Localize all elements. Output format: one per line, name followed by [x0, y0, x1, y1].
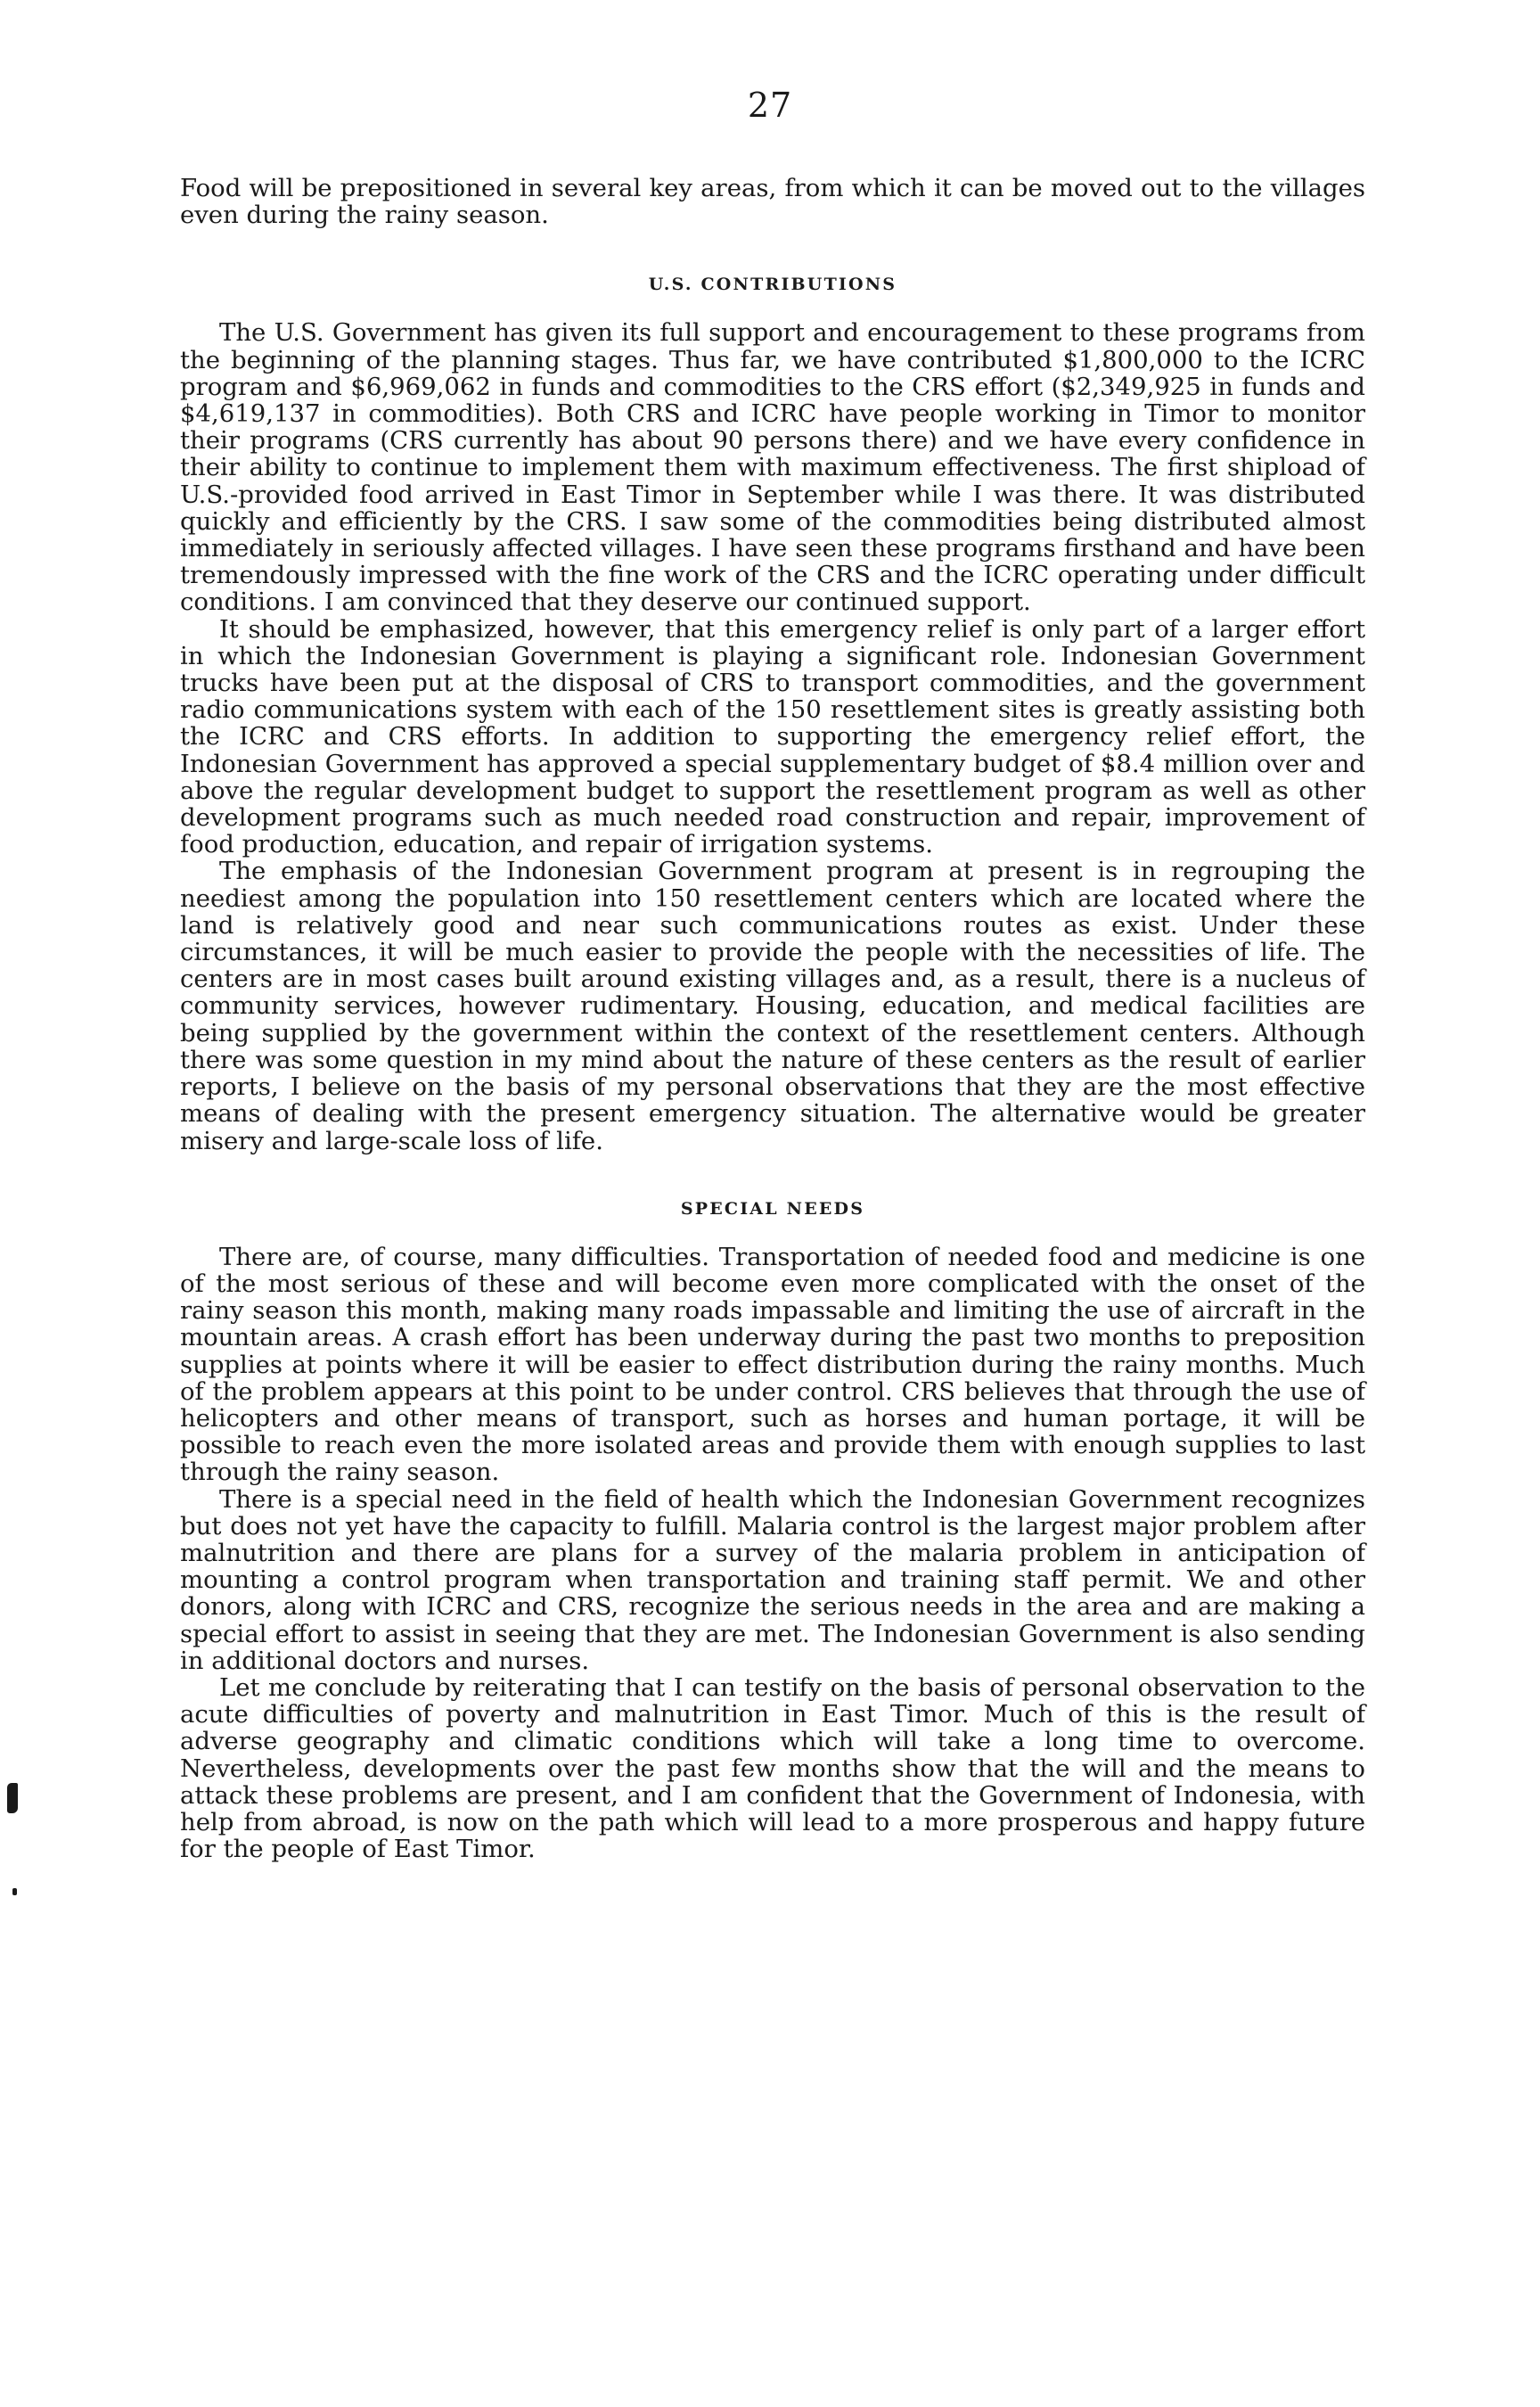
intro-paragraph: Food will be prepositioned in several key areas, from which it can be moved out to the villages even during the rainy season.	[180, 174, 1365, 230]
us-contributions-paragraph-3: The emphasis of the Indonesian Government program at present is in regrouping the neediest among the population into 150 resettlement centers which are located where the land is relatively good and near such communications routes as exist. Under these circumstances, it will be much easier to provide the people with the necessities of life. The centers are in most cases built around existing villages and, as a result, there is a nucleus of community services, however rudimentary. Housing, education, and medical facilities are being supplied by the government within the context of the resettlement centers. Although there was some question in my mind about the nature of these centers as the result of earlier reports, I believe on the basis of my personal observations that they are the most effective means of dealing with the present emergency situation. The alternative would be greater misery and large-scale loss of life.	[180, 857, 1365, 1155]
body-text	[180, 175, 1365, 1862]
scan-margin-dot	[12, 1888, 17, 1895]
us-contributions-paragraph-2: It should be emphasized, however, that this emergency relief is only part of a larger effort in which the Indonesian Government is playing a significant role. Indonesian Government trucks have been put at the disposal of CRS to transport commodities, and the government radio communications system with each of the 150 resettlement sites is greatly assisting both the ICRC and CRS efforts. In addition to supporting the emergency relief effort, the Indonesian Government has approved a special supplementary budget of $8.4 million over and above the regular development budget to support the resettlement program as well as other development programs such as much needed road construction and repair, improvement of food production, education, and repair of irrigation systems.	[180, 614, 1365, 859]
scan-margin-mark	[7, 1783, 18, 1813]
special-needs-heading: SPECIAL NEEDS	[680, 1198, 865, 1219]
page-number: 27	[747, 86, 793, 125]
special-needs-paragraph-3: Let me conclude by reiterating that I can testify on the basis of personal observation to the acute difficulties of poverty and malnutrition in East Timor. Much of this is the result of adverse geography and climatic conditions which will take a long time to overcome. Nevertheless, developments over the past few months show that the will and the means to attack these problems are present, and I am confident that the Government of Indonesia, with help from abroad, is now on the path which will lead to a more prosperous and happy future for the people of East Timor.	[180, 1672, 1365, 1864]
special-needs-paragraph-1: There are, of course, many difficulties. Transportation of needed food and medicine is one of the most serious of these and will become even more complicated with the onset of the rainy season this month, making many roads impassable and limiting the use of aircraft in the mountain areas. A crash effort has been underway during the past two months to preposition supplies at points where it will be easier to effect distribution during the rainy months. Much of the problem appears at this point to be under control. CRS believes that through the use of helicopters and other means of transport, such as horses and human portage, it will be possible to reach even the more isolated areas and provide them with enough supplies to last through the rainy season.	[180, 1242, 1365, 1487]
special-needs-paragraph-2: There is a special need in the field of health which the Indonesian Government recognizes but does not yet have the capacity to fulfill. Malaria control is the largest major problem after malnutrition and there are plans for a survey of the malaria problem in anticipation of mounting a control program when transportation and training staff permit. We and other donors, along with ICRC and CRS, recognize the serious needs in the area and are making a special effort to assist in seeing that they are met. The Indonesian Government is also sending in additional doctors and nurses.	[180, 1484, 1365, 1675]
us-contributions-heading: U.S. CONTRIBUTIONS	[648, 275, 897, 295]
us-contributions-paragraph-1: The U.S. Government has given its full support and encouragement to these programs from the beginning of the planning stages. Thus far, we have contributed $1,800,000 to the ICRC program and $6,969,062 in funds and commodities to the CRS effort ($2,349,925 in funds and $4,619,137 in commodities). Both CRS and ICRC have people working in Timor to monitor their programs (CRS currently has about 90 persons there) and we have every confidence in their ability to continue to implement them with maximum effectiveness. The first shipload of U.S.-provided food arrived in East Timor in September while I was there. It was distributed quickly and efficiently by the CRS. I saw some of the commodities being distributed almost immediately in seriously affected villages. I have seen these programs firsthand and have been tremendously impressed with the fine work of the CRS and the ICRC operating under difficult conditions. I am convinced that they deserve our continued support.	[180, 318, 1365, 617]
